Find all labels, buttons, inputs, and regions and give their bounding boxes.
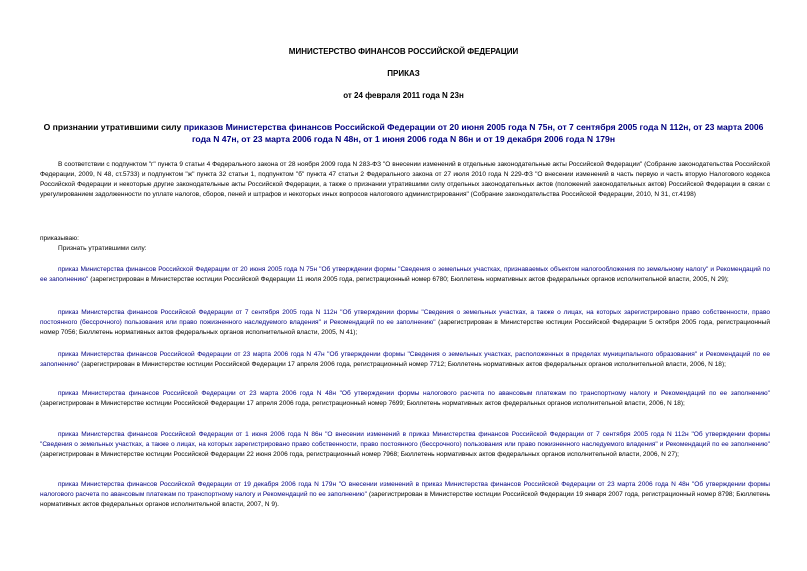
declare-text: Признать утратившими силу: [58, 245, 147, 252]
title-prefix: О признании утратившими силу [43, 122, 184, 132]
document-date-number: от 24 февраля 2011 года N 23н [343, 91, 464, 100]
list-item [40, 480, 770, 510]
item-link[interactable]: приказ Министерства финансов Российской Федерации от 7 сентября 2005 года N 112н "Об утверждении формы "Сведения о земельных участках, а также о лицах, на которых зарегистрировано право собственности, право постоянного (бессрочного) пользования или право пожизненного наследуемого владения" и Рекомендаций по ее заполнению" [40, 309, 770, 326]
item-link[interactable]: приказ Министерства финансов Российской Федерации от 23 марта 2006 года N 47н "Об утверждении формы "Сведения о земельных участках, расположенных в пределах муниципального образования" и Рекомендаций по ее заполнению" [40, 351, 770, 368]
item-link[interactable]: приказ Министерства финансов Российской Федерации от 1 июня 2006 года N 86н "О внесении изменений в приказ Министерства финансов Российской Федерации от 7 сентября 2005 года N 112н "Об утверждении формы "Сведения о земельных участках, а также о лицах, на которых зарегистрировано право собственности, право постоянного (бессрочного) пользования или право пожизненного наследуемого владения" и Рекомендаций по ее заполнению" [40, 431, 770, 448]
list-item [40, 308, 770, 338]
item-text: (зарегистрирован в Министерстве юстиции Российской Федерации 22 июня 2006 года, регистрационный номер 7968; Бюллетень нормативных актов федеральных органов исполнительной власти, 2006, N 27); [40, 451, 679, 458]
item-link[interactable]: приказ Министерства финансов Российской Федерации от 20 июня 2005 года N 75н "Об утверждении формы "Сведения о земельных участках, признаваемых объектом налогообложения по земельному налогу" и Рекомендаций по ее заполнению" [40, 266, 770, 283]
preamble-text: В соответствии с подпунктом "г" пункта 9 статьи 4 Федерального закона от 28 ноября 2009 года N 283-ФЗ "О внесении изменений в отдельные законодательные акты Российской Федерации" (Собрание законодательства Российской Федерации, 2009, N 48, ст.5733) и подпунктом "ж" пункта 32 статьи 1, подпунктом "б" пункта 47 статьи 2 Федерального закона от 27 июля 2010 года N 229-ФЗ "О внесении изменений в часть первую и часть вторую Налогового кодекса Российской Федерации и некоторые другие законодательные акты Российской Федерации, а также о признании утратившими силу отдельных законодательных актов (положений законодательных актов) Российской Федерации в связи с урегулированием задолженности по уплате налогов, сборов, пеней и штрафов и некоторых иных вопросов налогового администрирования" (Собрание законодательства Российской Федерации, 2010, N 31, ст.4198) [40, 161, 770, 198]
preamble-paragraph [40, 160, 770, 200]
item-text: (зарегистрирован в Министерстве юстиции Российской Федерации 11 июля 2005 года, регистрационный номер 6780; Бюллетень нормативных актов федеральных органов исполнительной власти, 2005, N 29); [88, 276, 729, 283]
item-text: (зарегистрирован в Министерстве юстиции Российской Федерации 19 января 2007 года, регистрационный номер 8798; Бюллетень нормативных актов федеральных органов исполнительной власти, 2007, N 9). [40, 491, 770, 508]
item-text: (зарегистрирован в Министерстве юстиции Российской Федерации 17 апреля 2006 года, регистрационный номер 7712; Бюллетень нормативных актов федеральных органов исполнительной власти, 2006, N 18); [79, 361, 726, 368]
item-link[interactable]: приказ Министерства финансов Российской Федерации от 23 марта 2006 года N 48н "Об утверждении формы налогового расчета по авансовым платежам по транспортному налогу и Рекомендаций по ее заполнению" [58, 390, 770, 397]
list-item [40, 350, 770, 370]
list-item [40, 389, 770, 409]
title-link[interactable]: приказов Министерства финансов Российской Федерации от 20 июня 2005 года N 75н, от 7 сентября 2005 года N 112н, от 23 марта 2006 года N 47н, от 23 марта 2006 года N 48н, от 1 июня 2006 года N 86н и от 19 декабря 2006 года N 179н [183, 122, 764, 144]
list-item [40, 265, 770, 285]
item-text: (зарегистрирован в Министерстве юстиции Российской Федерации 17 апреля 2006 года, регистрационный номер 7699; Бюллетень нормативных актов федеральных органов исполнительной власти, 2006, N 18); [40, 400, 685, 407]
item-text: (зарегистрирован в Министерстве юстиции Российской Федерации 5 октября 2005 года, регистрационный номер 7056; Бюллетень нормативных актов федеральных органов исполнительной власти, 2005, N 41); [40, 319, 770, 336]
document-title [40, 121, 767, 145]
list-item [40, 430, 770, 460]
item-link[interactable]: приказ Министерства финансов Российской Федерации от 19 декабря 2006 года N 179н "О внесении изменений в приказ Министерства финансов Российской Федерации от 23 марта 2006 года N 48н "Об утверждении формы налогового расчета по авансовым платежам по транспортному налогу и Рекомендаций по ее заполнению" [40, 481, 770, 498]
order-word: приказываю: [40, 235, 79, 242]
document-type: ПРИКАЗ [387, 69, 420, 78]
ministry-heading: МИНИСТЕРСТВО ФИНАНСОВ РОССИЙСКОЙ ФЕДЕРАЦИИ [288, 47, 519, 56]
